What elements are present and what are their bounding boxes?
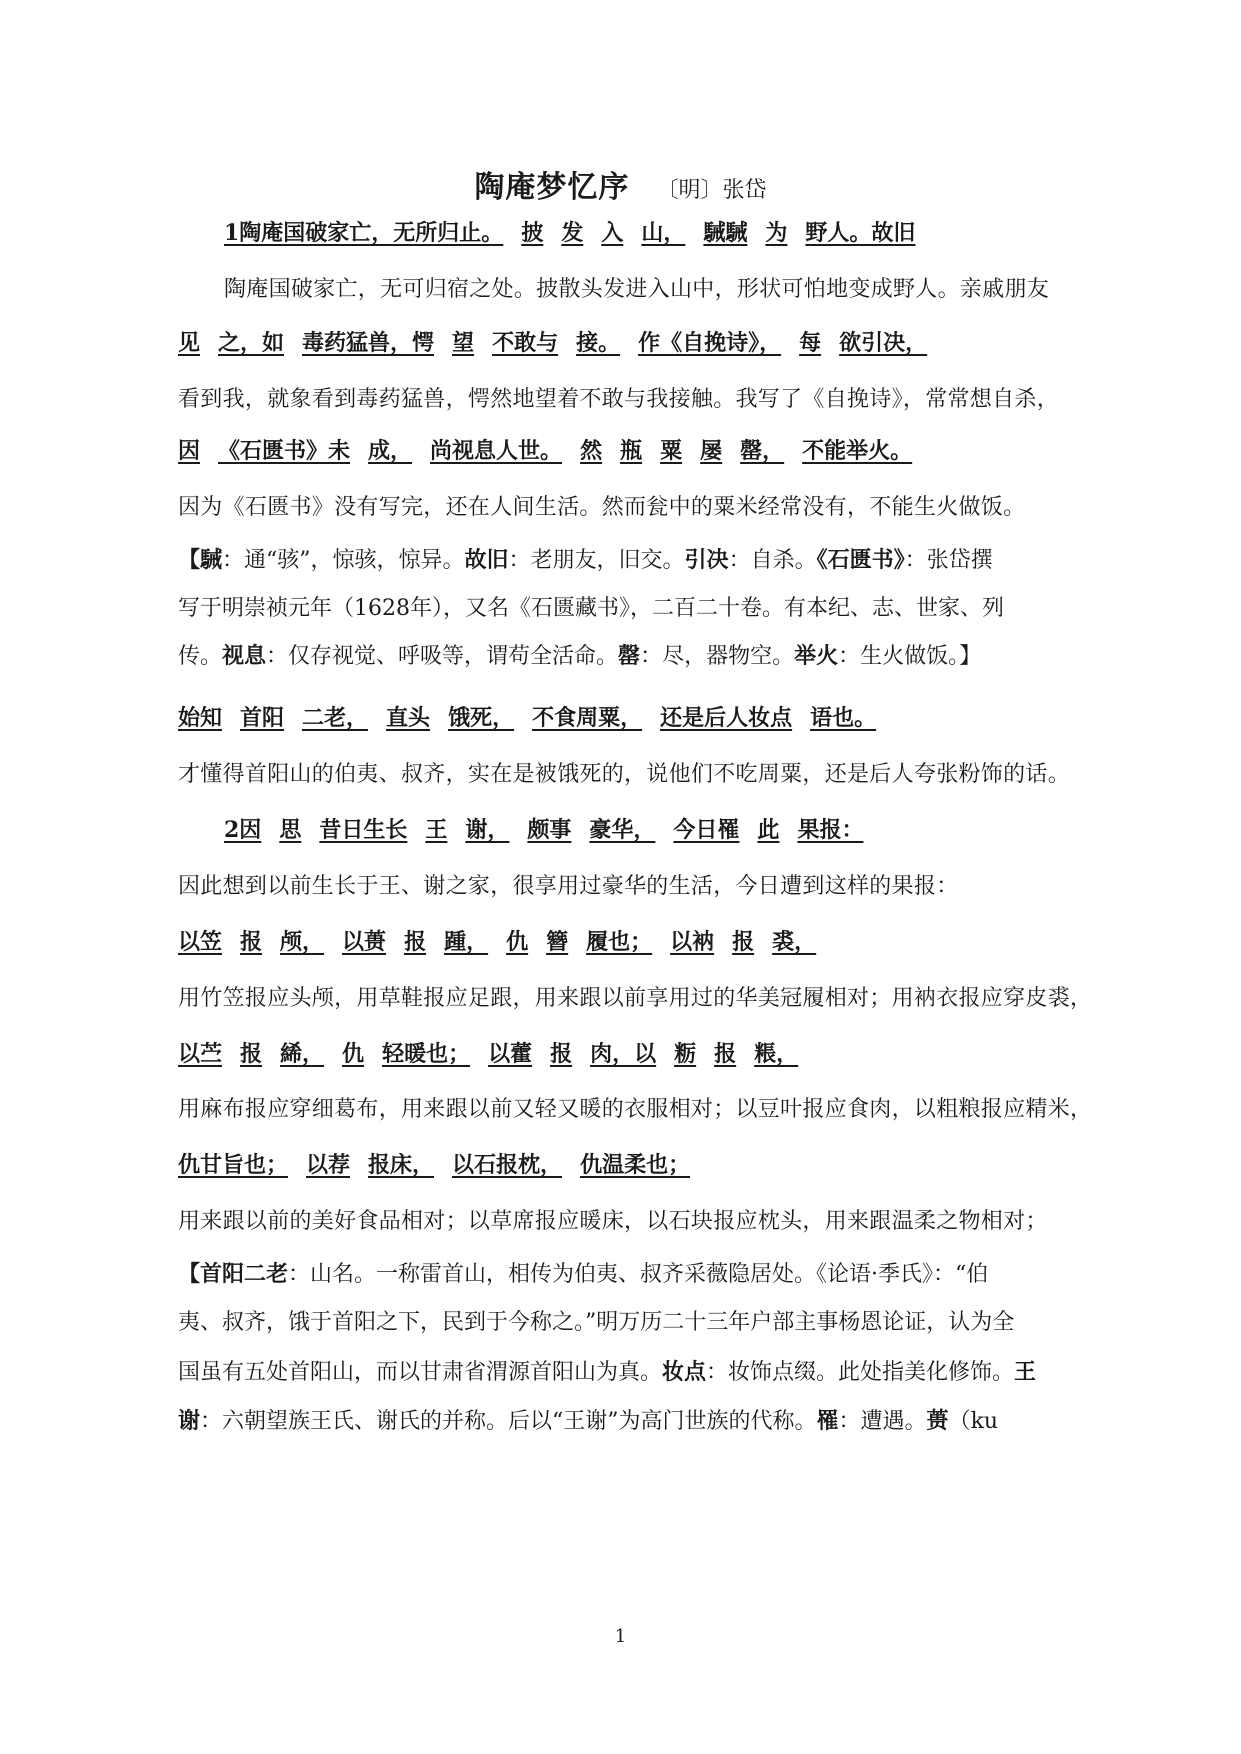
original-text-segment: 2因 [224,817,262,843]
translation-line: 因此想到以前生长于王、谢之家，很享用过豪华的生活，今日遭到这样的果报： [178,874,959,899]
original-text-segment: 王 [425,817,448,843]
original-text-line [178,701,1068,732]
document-title-block [0,162,1241,206]
annotation-text: ：山名。一称雷首山，相传为伯夷、叔齐采薇隐居处。《论语·季氏》：“伯 [288,1262,989,1287]
original-text-segment: 罄， [740,438,785,464]
original-text-line [178,434,1068,465]
annotation-text: 国虽有五处首阳山，而以甘肃省渭源首阳山为真。 [178,1360,663,1385]
original-text-segment: 不敢与 [492,330,559,356]
original-text-segment: 发 [561,220,584,246]
original-text-segment: 谢， [465,817,510,843]
original-text-segment: 仇 [342,1041,365,1067]
original-text-segment: 报 [240,1041,263,1067]
page-number: 1 [614,1626,627,1647]
original-text-segment: 每 [799,330,822,356]
annotation-term: 《石匮书》 [816,547,905,573]
annotation-text: ：仅存视觉、呼吸等，谓苟全活命。 [266,644,619,669]
original-text-segment: 《石匮书》未 [218,438,351,464]
annotation-term: 蒉 [926,1408,949,1434]
original-text-segment: 以石报枕， [452,1152,563,1178]
original-text-segment: 踵， [444,929,489,955]
original-text-segment: 簪 [546,929,569,955]
annotation-term: 谢 [178,1408,201,1434]
original-text-segment: 瓶 [620,438,643,464]
annotation-text: ：老朋友，旧交。 [508,548,685,573]
annotation-text: ：生火做饭。】 [838,644,982,669]
translation-line: 用麻布报应穿细葛布，用来跟以前又轻又暖的衣服相对；以豆叶报应食肉，以粗粮报应精米， [178,1097,1093,1122]
original-text-segment: 报床， [368,1152,435,1178]
annotation-term: 罹 [816,1408,839,1434]
translation-line: 用来跟以前的美好食品相对；以草席报应暖床，以石块报应枕头，用来跟温柔之物相对； [178,1209,1048,1234]
original-text-segment: 直头 [386,705,431,731]
original-text-line [178,925,1068,956]
annotation-term: 罄 [618,643,641,669]
annotation-line [178,645,1068,668]
annotation-text: ：尽，器物空。 [640,644,795,669]
original-text-segment: 豪华， [589,817,656,843]
original-text-segment: 以笠 [178,929,223,955]
original-text-segment: 轻暖也； [382,1041,471,1067]
original-text-segment: 报 [732,929,755,955]
original-text-segment: 思 [279,817,302,843]
original-text-segment: 颇事 [527,817,572,843]
original-text-segment: 駴駴 [703,220,748,246]
annotation-text: ：六朝望族王氏、谢氏的并称。后以“王谢”为高门世族的代称。 [200,1409,817,1434]
original-text-segment: 裘， [772,929,817,955]
annotation-line [178,1263,1068,1286]
original-text-segment: 作《自挽诗》， [638,330,782,356]
translation-line: 看到我，就象看到毒药猛兽，愕然地望着不敢与我接触。我写了《自挽诗》，常常想自杀， [178,387,1060,412]
original-text-line [178,813,1114,844]
annotation-term: 【駴 [178,547,223,573]
annotation-text: ：通“骇”，惊骇，惊异。 [222,548,465,573]
annotation-term: 举火 [794,643,839,669]
original-text-segment: 粟 [660,438,683,464]
annotation-text: 写于明崇祯元年（1628年），又名《石匮藏书》，二百二十卷。有本纪、志、世家、列 [178,596,1004,621]
author: 〔明〕张岱 [656,178,767,203]
original-text-segment: 粻， [754,1041,799,1067]
original-text-segment: 山， [641,220,686,246]
original-text-segment: 野人。故旧 [805,220,916,246]
original-text-segment: 以蒉 [342,929,387,955]
original-text-segment: 报 [240,929,263,955]
original-text-segment: 二老， [302,705,369,731]
original-text-segment: 不能举火。 [802,438,913,464]
original-text-segment: 以荐 [306,1152,351,1178]
annotation-text: ：遭遇。 [838,1409,927,1434]
original-text-segment: 今日罹 [673,817,740,843]
original-text-line [178,1148,1068,1179]
translation-line: 才懂得首阳山的伯夷、叔齐，实在是被饿死的，说他们不吃周粟，还是后人夸张粉饰的话。 [178,762,1071,787]
original-text-segment: 望 [452,330,475,356]
original-text-segment: 入 [601,220,624,246]
original-text-segment: 报 [404,929,427,955]
original-text-line [178,1037,1068,1068]
original-text-segment: 欲引决， [839,330,928,356]
original-text-segment: 因 [178,438,201,464]
original-text-segment: 以衲 [670,929,715,955]
annotation-text: ：张岱撰 [904,548,993,573]
annotation-line [178,1410,1068,1433]
annotation-term: 妆点 [662,1359,707,1385]
original-text-segment: 以苎 [178,1041,223,1067]
original-text-segment: 尚视息人世。 [430,438,563,464]
annotation-text: 传。 [178,644,223,669]
translation-line: 陶庵国破家亡，无可归宿之处。披散头发进入山中，形状可怕地变成野人。亲戚朋友 [224,277,1050,302]
original-text-segment: 之，如 [218,330,285,356]
original-text-segment: 履也； [586,929,653,955]
original-text-segment: 然 [580,438,603,464]
annotation-term: 视息 [222,643,267,669]
page-title: 陶庵梦忆序 [474,170,630,205]
annotation-text: 夷、叔齐，饿于首阳之下，民到于今称之。”明万历二十三年户部主事杨恩论证，认为全 [178,1310,1015,1335]
annotation-term: 王 [1014,1359,1037,1385]
original-text-segment: 此 [757,817,780,843]
original-text-line [178,326,1068,357]
original-text-segment: 仇温柔也； [580,1152,691,1178]
original-text-segment: 毒药猛兽，愕 [302,330,435,356]
translation-line: 用竹笠报应头颅，用草鞋报应足跟，用来跟以前享用过的华美冠履相对；用衲衣报应穿皮裘， [178,986,1093,1011]
original-text-line [178,216,1114,247]
annotation-line [178,1312,1068,1334]
annotation-text: ：自杀。 [728,548,817,573]
original-text-segment: 絺， [280,1041,325,1067]
original-text-segment: 颅， [280,929,325,955]
original-text-segment: 饿死， [448,705,515,731]
original-text-segment: 肉，以 [590,1041,657,1067]
original-text-segment: 粝 [674,1041,697,1067]
original-text-segment: 昔日生长 [319,817,408,843]
annotation-term: 引决 [684,547,729,573]
original-text-segment: 始知 [178,705,223,731]
original-text-segment: 接。 [576,330,621,356]
original-text-segment: 仇 [506,929,529,955]
annotation-line [178,549,1068,572]
annotation-text: ：妆饰点缀。此处指美化修饰。 [706,1360,1015,1385]
original-text-segment: 仇甘旨也； [178,1152,289,1178]
original-text-segment: 首阳 [240,705,285,731]
original-text-segment: 屡 [700,438,723,464]
original-text-segment: 语也。 [810,705,877,731]
original-text-segment: 果报： [797,817,864,843]
annotation-term: 故旧 [464,547,509,573]
annotation-line [178,598,1068,620]
original-text-segment: 不食周粟， [532,705,643,731]
original-text-segment: 还是后人妆点 [660,705,793,731]
annotation-line [178,1361,1068,1384]
original-text-segment: 报 [550,1041,573,1067]
original-text-segment: 披 [521,220,544,246]
original-text-segment: 1陶庵国破家亡，无所归止。 [224,220,504,246]
original-text-segment: 见 [178,330,201,356]
original-text-segment: 报 [714,1041,737,1067]
annotation-term: 【首阳二老 [178,1261,289,1287]
translation-line: 因为《石匮书》没有写完，还在人间生活。然而瓮中的粟米经常没有，不能生火做饭。 [178,495,1026,520]
original-text-segment: 为 [765,220,788,246]
original-text-segment: 以藿 [488,1041,533,1067]
original-text-segment: 成， [368,438,413,464]
annotation-text: （ku [948,1409,999,1434]
